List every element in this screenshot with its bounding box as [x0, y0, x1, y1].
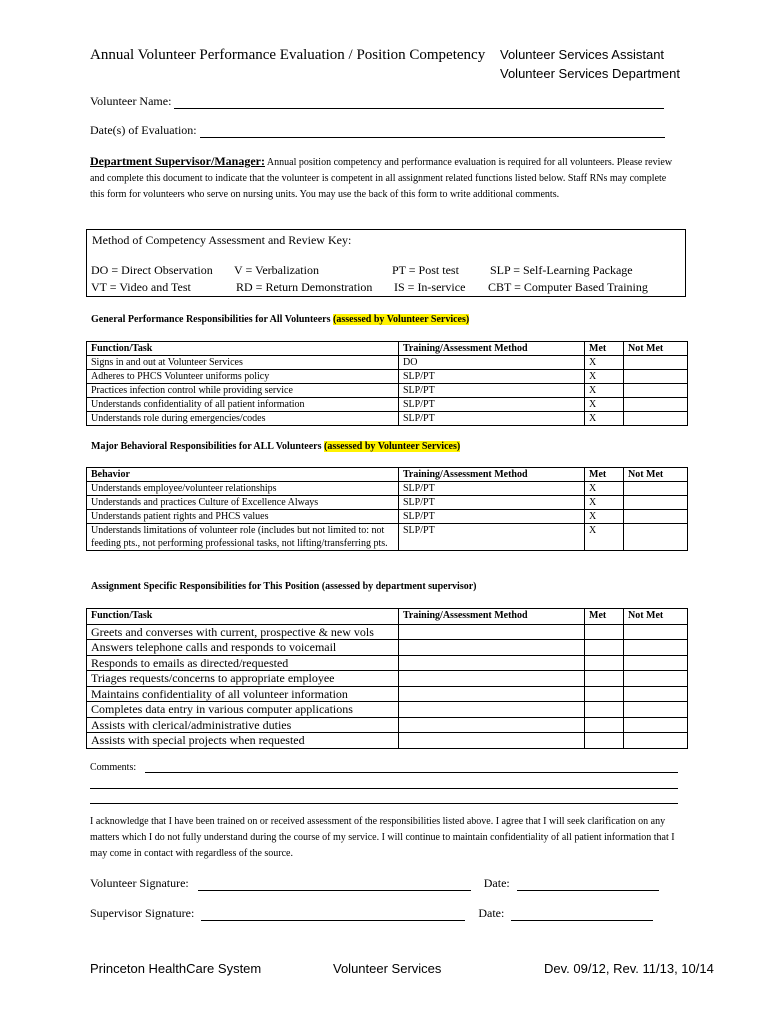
behavior-cell: Understands employee/volunteer relationships	[87, 482, 399, 496]
method-cell: DO	[399, 356, 585, 370]
table-row	[87, 370, 688, 384]
not-met-cell[interactable]	[624, 370, 688, 384]
comments-line[interactable]	[145, 772, 678, 773]
table-header-row	[87, 342, 688, 356]
behavior-cell: Understands limitations of volunteer role (includes but not limited to: not feeding pts., not performing professional tasks, not lifting/transferring pts.	[87, 524, 399, 551]
met-cell[interactable]	[585, 624, 624, 640]
table-row	[87, 482, 688, 496]
not-met-cell[interactable]	[624, 702, 688, 718]
general-section-title-text: General Performance Responsibilities for All Volunteers	[91, 314, 334, 325]
table-header-row	[87, 609, 688, 625]
table-row	[87, 717, 688, 733]
behavioral-section-title	[91, 441, 460, 452]
not-met-cell[interactable]	[624, 510, 688, 524]
evaluation-dates-field[interactable]	[90, 123, 665, 138]
met-cell[interactable]	[585, 686, 624, 702]
supervisor-signature-row	[90, 906, 653, 921]
method-cell: SLP/PT	[399, 398, 585, 412]
column-header: Not Met	[624, 342, 688, 356]
met-cell[interactable]: X	[585, 356, 624, 370]
general-section-title	[91, 314, 469, 325]
met-cell[interactable]: X	[585, 496, 624, 510]
key-item: V = Verbalization	[234, 263, 319, 277]
column-header: Not Met	[624, 468, 688, 482]
task-cell: Practices infection control while providing service	[87, 384, 399, 398]
method-cell: SLP/PT	[399, 370, 585, 384]
not-met-cell[interactable]	[624, 482, 688, 496]
key-item: VT = Video and Test	[91, 280, 191, 294]
intro-text: Annual position competency and performance evaluation is required for all volunteers. Please review and complete this document to indicate that the volunteer is competent in all assignment related functions listed below. Staff RNs may complete this form for volunteers who serve on nursing units. You may use the back of this form to write additional comments.	[90, 157, 673, 200]
column-header: Met	[585, 342, 624, 356]
table-row	[87, 412, 688, 426]
not-met-cell[interactable]	[624, 384, 688, 398]
volunteer-name-field[interactable]	[90, 94, 664, 109]
met-cell[interactable]	[585, 671, 624, 687]
not-met-cell[interactable]	[624, 356, 688, 370]
not-met-cell[interactable]	[624, 733, 688, 749]
task-cell: Completes data entry in various computer applications	[87, 702, 399, 718]
met-cell[interactable]: X	[585, 398, 624, 412]
method-cell: SLP/PT	[399, 524, 585, 551]
task-cell: Responds to emails as directed/requested	[87, 655, 399, 671]
method-cell[interactable]	[399, 640, 585, 656]
comments-line[interactable]	[90, 803, 678, 804]
date-label: Date:	[478, 906, 505, 920]
footer-department: Volunteer Services	[333, 961, 442, 976]
met-cell[interactable]: X	[585, 412, 624, 426]
evaluation-dates-line[interactable]	[200, 125, 665, 138]
not-met-cell[interactable]	[624, 524, 688, 551]
table-row	[87, 384, 688, 398]
met-cell[interactable]	[585, 640, 624, 656]
key-item: DO = Direct Observation	[91, 263, 213, 277]
assignment-section-title: Assignment Specific Responsibilities for This Position (assessed by department supervisor)	[91, 581, 477, 592]
method-cell[interactable]	[399, 686, 585, 702]
met-cell[interactable]: X	[585, 524, 624, 551]
task-cell: Assists with clerical/administrative duties	[87, 717, 399, 733]
met-cell[interactable]	[585, 702, 624, 718]
column-header: Training/Assessment Method	[399, 468, 585, 482]
task-cell: Understands confidentiality of all patient information	[87, 398, 399, 412]
supervisor-signature-label: Supervisor Signature:	[90, 906, 195, 920]
general-section-highlight: (assessed by Volunteer Services)	[333, 314, 470, 325]
met-cell[interactable]: X	[585, 370, 624, 384]
table-row	[87, 686, 688, 702]
behavioral-section-title-text: Major Behavioral Responsibilities for ALL Volunteers	[91, 441, 324, 452]
method-cell: SLP/PT	[399, 496, 585, 510]
key-item: IS = In-service	[394, 280, 466, 294]
column-header: Function/Task	[87, 342, 399, 356]
volunteer-name-label: Volunteer Name:	[90, 94, 172, 108]
date-label: Date:	[483, 876, 510, 890]
column-header: Function/Task	[87, 609, 399, 625]
table-row	[87, 733, 688, 749]
method-cell: SLP/PT	[399, 412, 585, 426]
table-row	[87, 702, 688, 718]
column-header: Met	[585, 468, 624, 482]
comments-line[interactable]	[90, 788, 678, 789]
table-row	[87, 356, 688, 370]
met-cell[interactable]: X	[585, 510, 624, 524]
table-row	[87, 655, 688, 671]
general-table	[86, 341, 688, 426]
key-item: SLP = Self-Learning Package	[490, 263, 633, 277]
not-met-cell[interactable]	[624, 686, 688, 702]
not-met-cell[interactable]	[624, 671, 688, 687]
key-item: PT = Post test	[392, 263, 459, 277]
not-met-cell[interactable]	[624, 640, 688, 656]
table-row	[87, 496, 688, 510]
table-header-row	[87, 468, 688, 482]
task-cell: Assists with special projects when requested	[87, 733, 399, 749]
method-cell: SLP/PT	[399, 384, 585, 398]
not-met-cell[interactable]	[624, 412, 688, 426]
volunteer-signature-label: Volunteer Signature:	[90, 876, 189, 890]
behavioral-section-highlight: (assessed by Volunteer Services)	[323, 441, 461, 452]
acknowledgement-paragraph: I acknowledge that I have been trained on or received assessment of the responsibilities listed above. I agree that I will seek clarification on any matters which I do not fully understand during the course of my service. I will continue to maintain confidentiality of all patient information that I may come in contact with regardless of the source.	[90, 816, 675, 859]
task-cell: Signs in and out at Volunteer Services	[87, 356, 399, 370]
table-row	[87, 510, 688, 524]
not-met-cell[interactable]	[624, 496, 688, 510]
method-cell[interactable]	[399, 733, 585, 749]
met-cell[interactable]: X	[585, 384, 624, 398]
key-item: RD = Return Demonstration	[236, 280, 373, 294]
table-row	[87, 671, 688, 687]
supervisor-date-line[interactable]	[511, 908, 653, 921]
method-cell[interactable]	[399, 624, 585, 640]
task-cell: Greets and converses with current, prospective & new vols	[87, 624, 399, 640]
not-met-cell[interactable]	[624, 717, 688, 733]
volunteer-name-line[interactable]	[174, 96, 664, 109]
assignment-table	[86, 608, 688, 749]
met-cell[interactable]: X	[585, 482, 624, 496]
behavior-cell: Understands patient rights and PHCS values	[87, 510, 399, 524]
intro-label: Department Supervisor/Manager:	[90, 154, 265, 168]
table-row	[87, 524, 688, 551]
volunteer-date-line[interactable]	[517, 878, 659, 891]
task-cell: Understands role during emergencies/codes	[87, 412, 399, 426]
volunteer-signature-row	[90, 876, 659, 891]
table-row	[87, 624, 688, 640]
footer-organization: Princeton HealthCare System	[90, 961, 262, 976]
task-cell: Maintains confidentiality of all volunteer information	[87, 686, 399, 702]
not-met-cell[interactable]	[624, 624, 688, 640]
met-cell[interactable]	[585, 733, 624, 749]
comments-label: Comments:	[90, 762, 137, 773]
column-header: Training/Assessment Method	[399, 609, 585, 625]
evaluation-dates-label: Date(s) of Evaluation:	[90, 123, 197, 137]
department-name: Volunteer Services Department	[500, 66, 680, 81]
behavioral-table	[86, 467, 688, 551]
method-cell[interactable]	[399, 717, 585, 733]
method-cell[interactable]	[399, 671, 585, 687]
footer-revision: Dev. 09/12, Rev. 11/13, 10/14	[544, 961, 714, 976]
key-title: Method of Competency Assessment and Review Key:	[92, 233, 352, 247]
task-cell: Answers telephone calls and responds to voicemail	[87, 640, 399, 656]
volunteer-signature-line[interactable]	[198, 878, 471, 891]
method-cell[interactable]	[399, 702, 585, 718]
column-header: Behavior	[87, 468, 399, 482]
task-cell: Triages requests/concerns to appropriate employee	[87, 671, 399, 687]
not-met-cell[interactable]	[624, 398, 688, 412]
met-cell[interactable]	[585, 717, 624, 733]
column-header: Not Met	[624, 609, 688, 625]
behavior-cell: Understands and practices Culture of Excellence Always	[87, 496, 399, 510]
table-row	[87, 640, 688, 656]
table-row	[87, 398, 688, 412]
met-cell[interactable]	[585, 655, 624, 671]
column-header: Training/Assessment Method	[399, 342, 585, 356]
method-cell[interactable]	[399, 655, 585, 671]
not-met-cell[interactable]	[624, 655, 688, 671]
form-title: Annual Volunteer Performance Evaluation / Position Competency	[90, 47, 486, 63]
method-cell: SLP/PT	[399, 510, 585, 524]
column-header: Met	[585, 609, 624, 625]
position-title: Volunteer Services Assistant	[500, 47, 665, 62]
task-cell: Adheres to PHCS Volunteer uniforms policy	[87, 370, 399, 384]
supervisor-signature-line[interactable]	[201, 908, 465, 921]
key-item: CBT = Computer Based Training	[488, 280, 648, 294]
assessment-key-box	[86, 229, 686, 297]
method-cell: SLP/PT	[399, 482, 585, 496]
intro-paragraph	[90, 153, 680, 203]
